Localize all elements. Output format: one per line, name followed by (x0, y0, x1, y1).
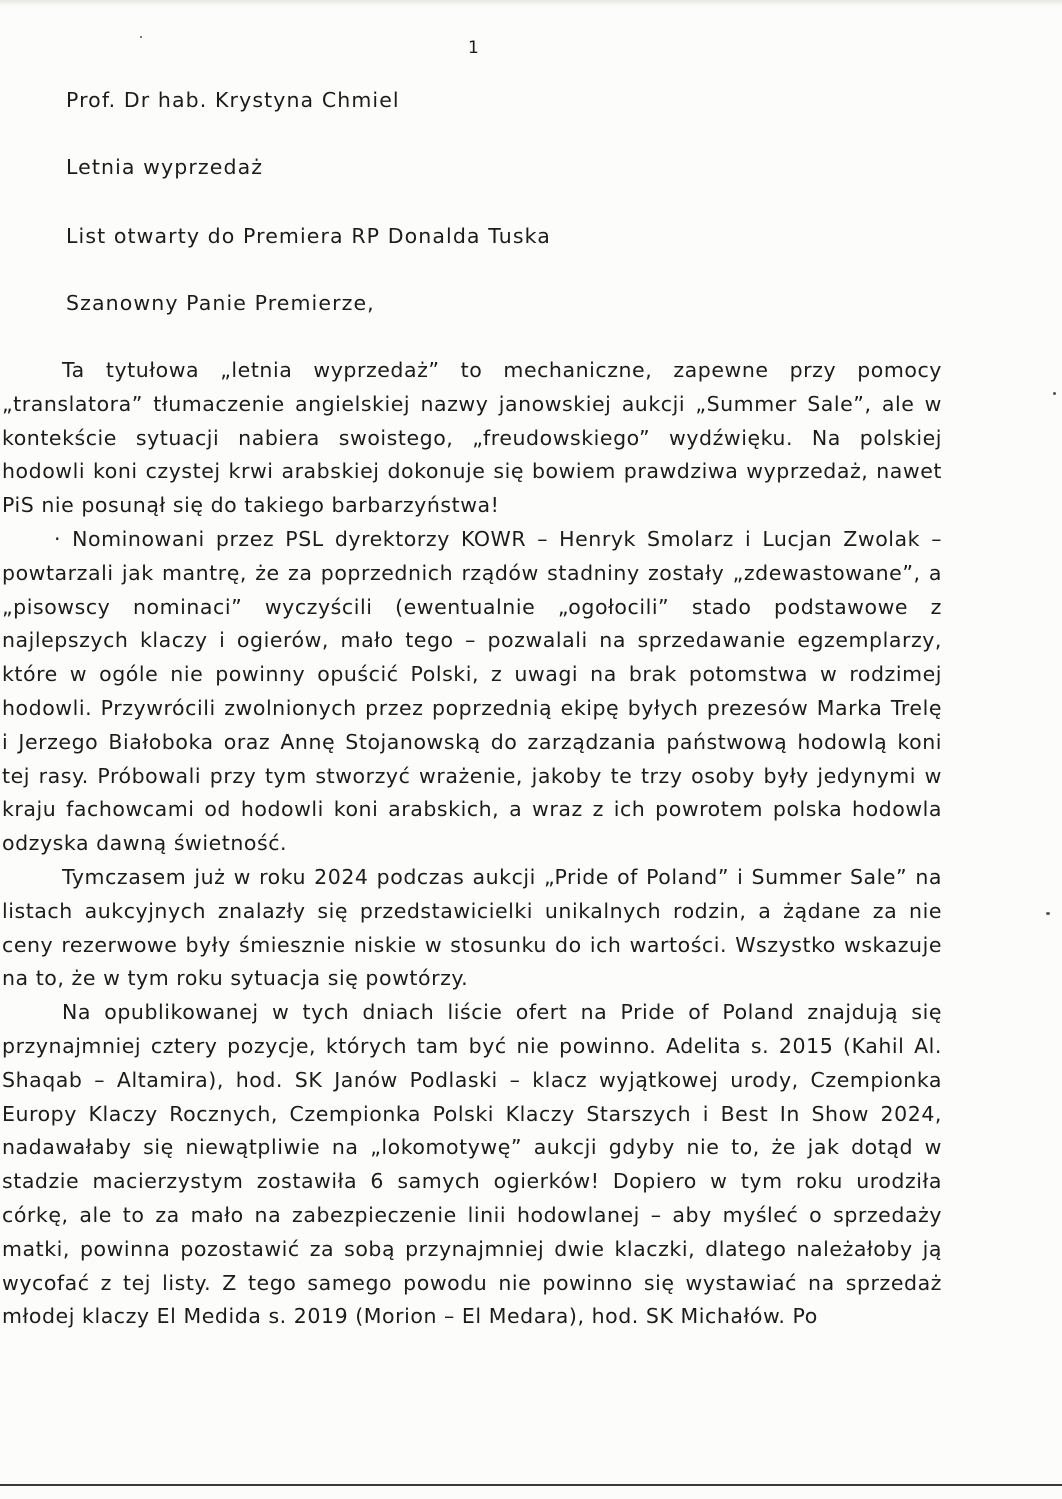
scan-speck (140, 36, 142, 38)
paragraph: Na opublikowanej w tych dniach liście ofert na Pride of Poland znajdują się przynajmniej cztery pozycje, których tam być nie powinno. Adelita s. 2015 (Kahil Al. Shaqab – Altamira), hod. SK Janów Podlaski – klacz wyjątkowej urody, Czempionka Europy Klaczy Rocznych, Czempionka Polski Klaczy Starszych i Best In Show 2024, nadawałaby się niewątpliwie na „lokomotywę” aukcji gdyby nie to, że jak dotąd w stadzie macierzystym zostawiła 6 samych ogierków! Dopiero w tym roku urodziła córkę, ale to za mało na zabezpieczenie linii hodowlanej – aby myśleć o sprzedaży matki, powinna pozostawić za sobą przynajmniej dwie klaczki, dlatego należałoby ją wycofać z tej listy. Z tego samego powodu nie powinno się wystawiać na sprzedaż młodej klaczy El Medida s. 2019 (Morion – El Medara), hod. SK Michałów. Po (2, 1000, 942, 1329)
document-title: Letnia wyprzedaż (66, 155, 264, 179)
page-number: 1 (468, 38, 480, 58)
document-subtitle: List otwarty do Premiera RP Donalda Tuska (66, 224, 551, 248)
paragraph: Ta tytułowa „letnia wyprzedaż” to mechaniczne, zapewne przy pomocy „translatora” tłumaczenie angielskiej nazwy janowskiej aukcji „Summer Sale”, ale w kontekście sytuacji nabiera swoistego, „freudowskiego” wydźwięku. Na polskiej hodowli koni czystej krwi arabskiej dokonuje się bowiem prawdziwa wyprzedaż, nawet PiS nie posunął się do takiego barbarzyństwa! (2, 358, 942, 518)
scan-speck (1053, 392, 1056, 395)
scan-edge-top (0, 0, 1062, 6)
scan-edge-bottom (0, 1484, 1062, 1486)
paragraph: · Nominowani przez PSL dyrektorzy KOWR – Henryk Smolarz i Lucjan Zwolak – powtarzali jak mantrę, że za poprzednich rządów stadniny zostały „zdewastowane”, a „pisowscy nominaci” wyczyścili (ewentualnie „ogołocili” stado podstawowe z najlepszych klaczy i ogierów, mało tego – pozwalali na sprzedawanie egzemplarzy, które w ogóle nie powinny opuścić Polski, z uwagi na brak potomstwa w rodzimej hodowli. Przywrócili zwolnionych przez poprzednią ekipę byłych prezesów Marka Trelę i Jerzego Białoboka oraz Annę Stojanowską do zarządzania państwową hodowlą koni tej rasy. Próbowali przy tym stworzyć wrażenie, jakoby te trzy osoby były jedynymi w kraju fachowcami od hodowli koni arabskich, a wraz z ich powrotem polska hodowla odzyska dawną świetność. (2, 526, 942, 856)
letter-body (2, 354, 942, 1334)
salutation: Szanowny Panie Premierze, (66, 291, 375, 315)
scan-speck (1046, 912, 1050, 915)
paragraph: Tymczasem już w roku 2024 podczas aukcji „Pride of Poland” i Summer Sale” na listach aukcyjnych znalazły się przedstawicielki unikalnych rodzin, a żądane za nie ceny rezerwowe były śmiesznie niskie w stosunku do ich wartości. Wszystko wskazuje na to, że w tym roku sytuacja się powtórzy. (2, 864, 942, 991)
author-line: Prof. Dr hab. Krystyna Chmiel (66, 88, 400, 112)
